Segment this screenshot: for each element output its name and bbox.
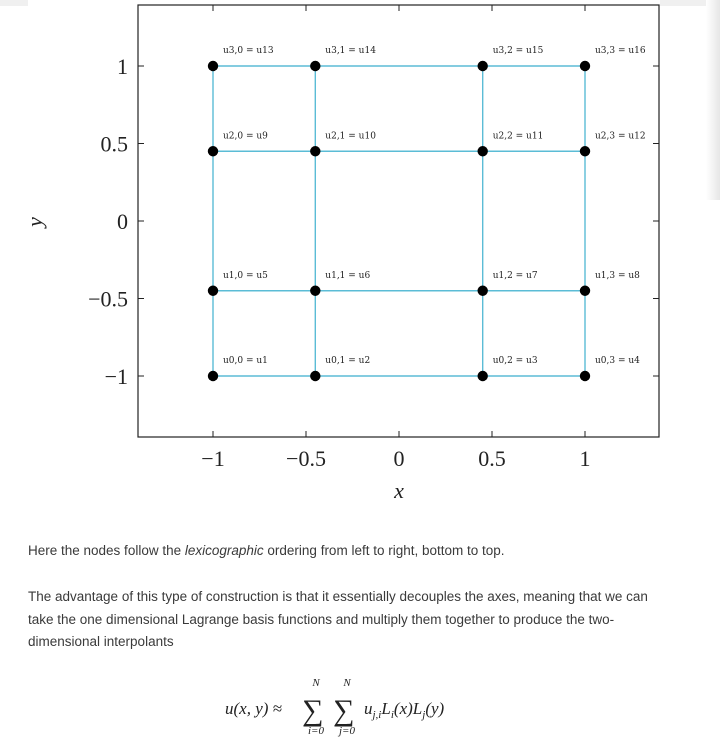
y-axis-label: y xyxy=(22,217,47,227)
sum-j-lower: j=0 xyxy=(339,725,355,737)
node-point xyxy=(208,61,218,71)
node-point xyxy=(208,286,218,296)
node-label: u1,3 = u8 xyxy=(595,270,640,281)
node-point xyxy=(310,61,320,71)
node-point xyxy=(478,371,488,381)
figure-panel xyxy=(22,0,660,508)
node-point xyxy=(580,61,590,71)
node-label: u1,0 = u5 xyxy=(223,270,268,281)
p1-text-a: Here the nodes follow the xyxy=(28,543,185,558)
node-label: u2,3 = u12 xyxy=(595,131,646,142)
node-point xyxy=(580,286,590,296)
sum-symbol-i: ∑ xyxy=(302,694,324,727)
y-tick-label: −1 xyxy=(104,364,128,389)
node-label: u3,0 = u13 xyxy=(223,46,274,56)
node-label: u0,3 = u4 xyxy=(595,356,640,366)
scrollbar-shadow xyxy=(706,0,720,200)
p1-emphasis: lexicographic xyxy=(184,543,264,558)
sum-j-upper: N xyxy=(343,677,351,689)
x-axis-label: x xyxy=(394,478,404,503)
node-point xyxy=(478,61,488,71)
node-grid-chart xyxy=(22,0,660,508)
node-point xyxy=(310,146,320,156)
interpolant-formula xyxy=(0,672,720,752)
formula-lhs: u(x, y) ≈ xyxy=(225,699,282,718)
node-label: u2,2 = u11 xyxy=(492,131,544,142)
x-tick-label: 0.5 xyxy=(478,446,506,471)
node-point xyxy=(310,371,320,381)
term-L1: L xyxy=(381,699,391,718)
term-u: u xyxy=(364,699,373,718)
node-label: u1,1 = u6 xyxy=(325,270,371,281)
node-point xyxy=(580,371,590,381)
x-tick-label: −1 xyxy=(201,446,225,471)
node-label: u3,3 = u16 xyxy=(595,46,646,56)
term-L2-sub: j xyxy=(422,709,426,721)
x-tick-label: 1 xyxy=(579,446,591,471)
paragraph-advantage: The advantage of this type of construction is that it essentially decouples the axes, meaning that we can take the one dimensional Lagrange basis functions and multiply them together to produce the two-dimensional interpolants xyxy=(28,589,648,649)
node-label: u0,1 = u2 xyxy=(325,356,371,366)
node-label: u0,2 = u3 xyxy=(492,356,538,366)
term-arg-y: (y) xyxy=(425,699,445,718)
node-point xyxy=(208,371,218,381)
y-tick-label: 0 xyxy=(117,209,128,234)
node-label: u3,2 = u15 xyxy=(492,46,544,56)
y-tick-label: 0.5 xyxy=(100,131,128,157)
term-L1-sub: i xyxy=(390,709,394,721)
paragraph-lexicographic xyxy=(28,540,668,563)
node-label: u1,2 = u7 xyxy=(492,270,538,281)
node-label: u2,1 = u10 xyxy=(325,131,376,142)
x-tick-label: 0 xyxy=(393,446,405,471)
p1-text-b: ordering from left to right, bottom to top. xyxy=(263,543,505,558)
node-label: u3,1 = u14 xyxy=(325,46,376,56)
formula-term xyxy=(364,699,445,721)
node-point xyxy=(478,146,488,156)
y-tick-label: −0.5 xyxy=(88,286,128,312)
term-sub: j,i xyxy=(372,709,382,721)
node-label: u0,0 = u1 xyxy=(223,356,268,366)
node-point xyxy=(310,286,320,296)
sum-i-upper: N xyxy=(312,677,320,689)
term-arg-x: (x) xyxy=(393,699,413,718)
node-point xyxy=(580,146,590,156)
sum-i-lower: i=0 xyxy=(308,725,324,737)
sum-symbol-j: ∑ xyxy=(333,694,355,727)
node-label: u2,0 = u9 xyxy=(223,131,268,142)
x-tick-label: −0.5 xyxy=(286,446,326,471)
node-point xyxy=(478,286,488,296)
term-L2: L xyxy=(412,699,423,718)
y-tick-label: 1 xyxy=(117,54,128,79)
node-point xyxy=(208,146,218,156)
